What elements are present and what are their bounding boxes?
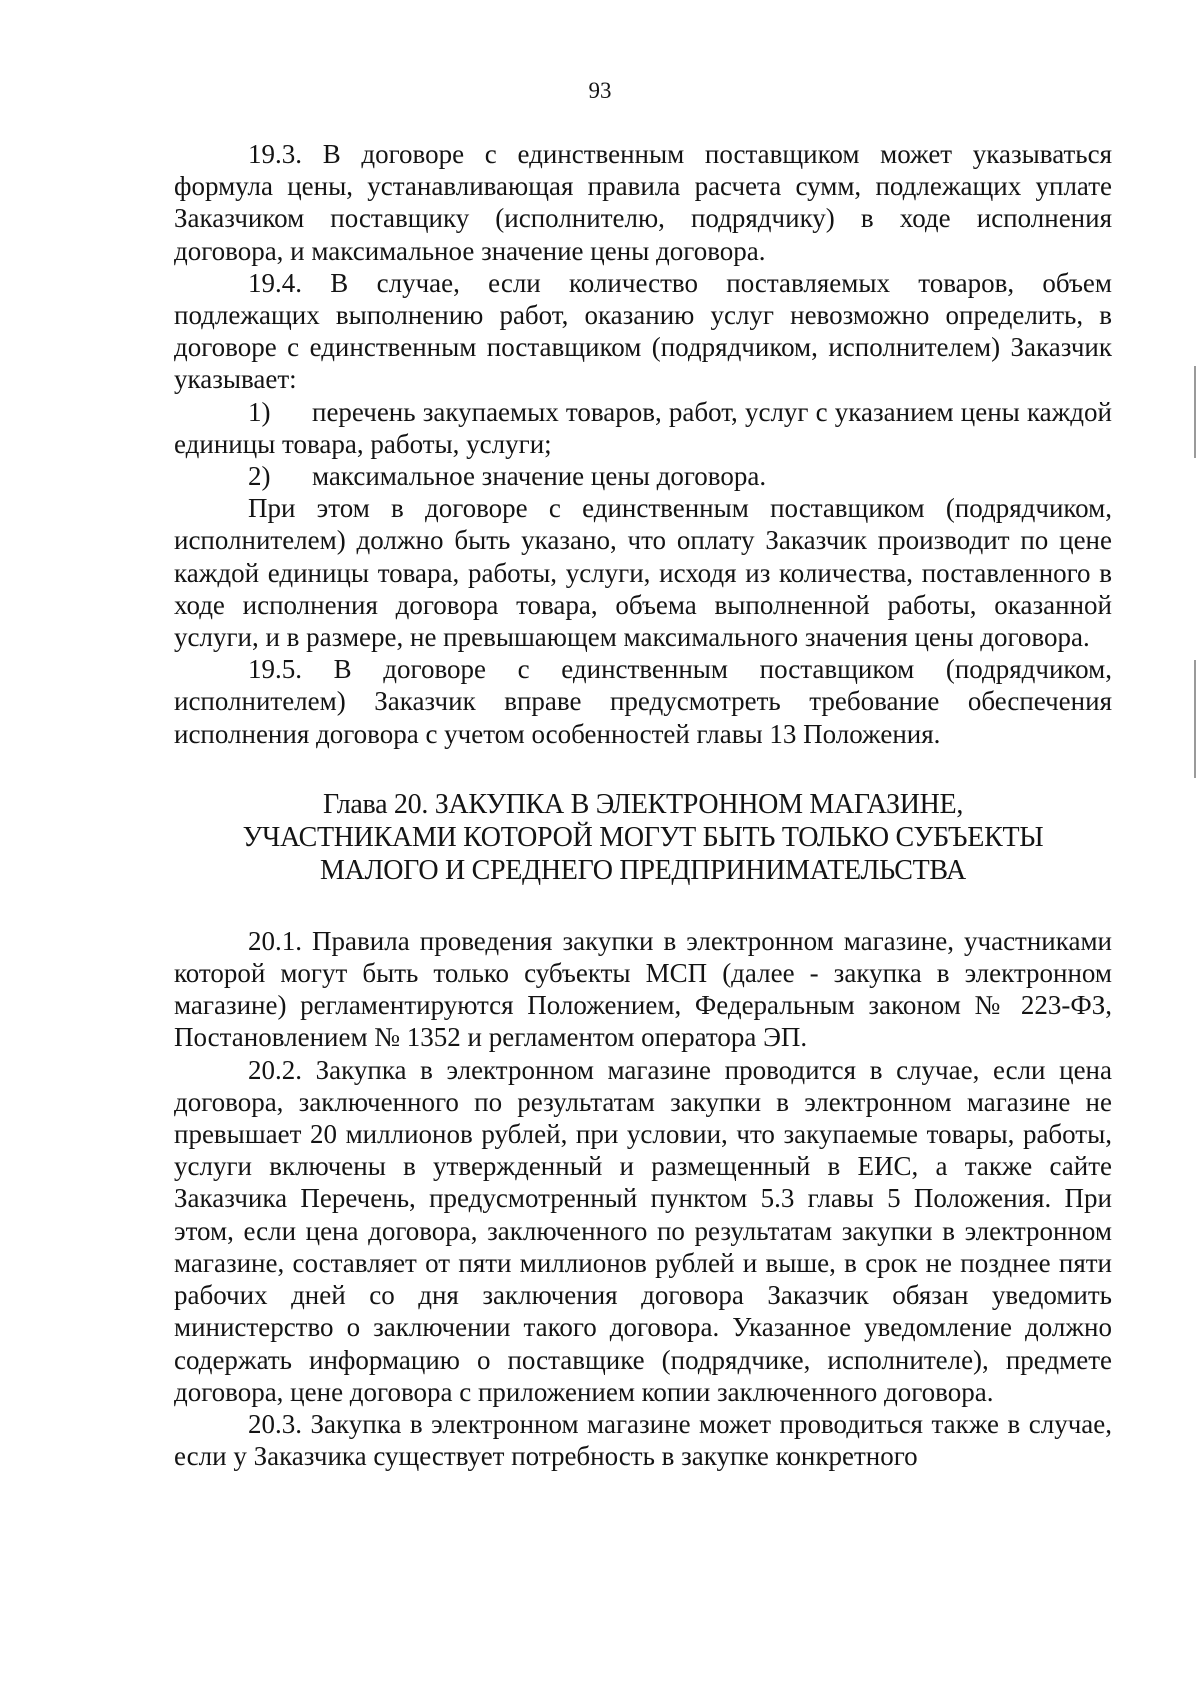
chapter-heading-line: Глава 20. ЗАКУПКА В ЭЛЕКТРОННОМ МАГАЗИНЕ, xyxy=(322,788,964,820)
scan-edge-mark xyxy=(1194,660,1196,778)
paragraph-19-4: 19.4. В случае, если количество поставляемых товаров, объем подлежащих выполнению работ, оказанию услуг невозможно определить, в договоре с единственным поставщиком (подрядчиком, исполнителем) Заказчик указывает: xyxy=(174,267,1112,395)
list-marker: 1) xyxy=(248,396,271,427)
list-item xyxy=(174,460,1112,492)
list-item-text: перечень закупаемых товаров, работ, услуг с указанием цены каждой единицы товара, работы, услуги; xyxy=(174,396,1112,459)
paragraph-20-1: 20.1. Правила проведения закупки в электронном магазине, участниками которой могут быть только субъекты МСП (далее - закупка в электронном магазине) регламентируются Положением, Федеральным законом № 223-ФЗ, Постановлением № 1352 и регламентом оператора ЭП. xyxy=(174,925,1112,1053)
paragraph-20-3: 20.3. Закупка в электронном магазине может проводиться также в случае, если у Заказчика существует потребность в закупке конкретного xyxy=(174,1408,1112,1472)
paragraph-19-5: 19.5. В договоре с единственным поставщиком (подрядчиком, исполнителем) Заказчик вправе предусмотреть требование обеспечения исполнения договора с учетом особенностей главы 13 Положения. xyxy=(174,654,1112,749)
document-body xyxy=(174,138,1112,1472)
chapter-heading xyxy=(174,788,1112,887)
list-item-text: максимальное значение цены договора. xyxy=(312,461,767,492)
paragraph-19-3: 19.3. В договоре с единственным поставщиком может указываться формула цены, устанавливающая правила расчета сумм, подлежащих уплате Заказчиком поставщику (исполнителю, подрядчику) в ходе исполнения договора, и максимальное значение цены договора. xyxy=(174,139,1112,266)
list-item xyxy=(174,396,1112,460)
scan-edge-mark xyxy=(1194,366,1196,458)
page-number: 93 xyxy=(588,78,612,103)
paragraph-19-4-note: При этом в договоре с единственным поставщиком (подрядчиком, исполнителем) должно быть указано, что оплату Заказчик производит по цене каждой единицы товара, работы, услуги, исходя из количества, поставленного в ходе исполнения договора товара, объема выполненной работы, оказанной услуги, и в размере, не превышающем максимального значения цены договора. xyxy=(174,493,1112,653)
chapter-heading-line: УЧАСТНИКАМИ КОТОРОЙ МОГУТ БЫТЬ ТОЛЬКО СУБЪЕКТЫ xyxy=(242,821,1044,853)
chapter-heading-line: МАЛОГО И СРЕДНЕГО ПРЕДПРИНИМАТЕЛЬСТВА xyxy=(320,854,966,886)
list-marker: 2) xyxy=(248,461,271,492)
paragraph-20-2: 20.2. Закупка в электронном магазине проводится в случае, если цена договора, заключенного по результатам закупки в электронном магазине не превышает 20 миллионов рублей, при условии, что закупаемые товары, работы, услуги включены в утвержденный и размещенный в ЕИС, а также сайте Заказчика Перечень, предусмотренный пунктом 5.3 главы 5 Положения. При этом, если цена договора, заключенного по результатам закупки в электронном магазине, составляет от пяти миллионов рублей и выше, в срок не позднее пяти рабочих дней со дня заключения договора Заказчик обязан уведомить министерство о заключении такого договора. Указанное уведомление должно содержать информацию о поставщике (подрядчике, исполнителе), предмете договора, цене договора с приложением копии заключенного договора. xyxy=(174,1054,1112,1407)
